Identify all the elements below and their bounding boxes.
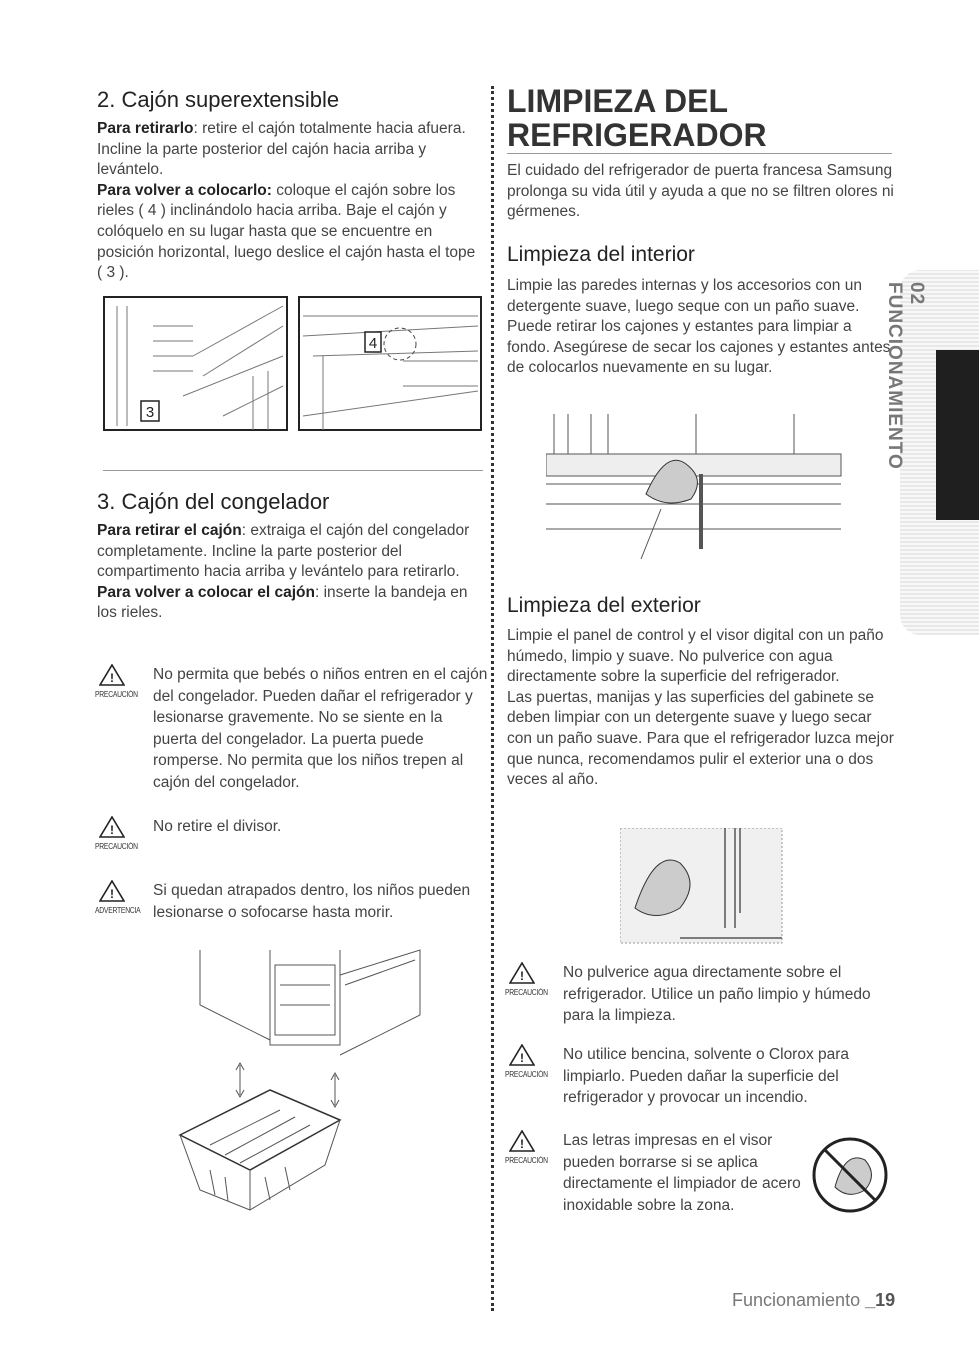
- caution-label: PRECAUCIÓN: [505, 988, 548, 997]
- intro-paragraph: El cuidado del refrigerador de puerta francesa Samsung prolonga su vida útil y ayuda a que no se filtren olores ni gérmenes.: [507, 162, 894, 221]
- warning-icon: [95, 880, 139, 922]
- caution-icon: [95, 664, 139, 706]
- exterior-cleaning-illustration: [620, 828, 785, 946]
- section-title: 2. Cajón superextensible: [97, 87, 340, 112]
- caution-label: PRECAUCIÓN: [95, 690, 138, 699]
- caution-text: No utilice bencina, solvente o Clorox para limpiarlo. Pueden dañar la superficie del refrigerador y provocar un incendio.: [563, 1046, 850, 1106]
- caution-note: [95, 664, 490, 793]
- svg-text:!: !: [110, 823, 114, 837]
- caution-label: PRECAUCIÓN: [95, 842, 138, 851]
- caution-icon: [95, 816, 139, 858]
- caution-note: [505, 962, 900, 1027]
- page-number: _19: [865, 1290, 896, 1310]
- bold-label: Para volver a colocar el cajón: [97, 583, 315, 601]
- footer: [732, 1290, 895, 1311]
- page-title-line: REFRIGERADOR: [507, 117, 767, 153]
- paragraph: [97, 521, 482, 624]
- text: Las puertas, manijas y las superficies del gabinete se deben limpiar con un detergente suave y luego secar con un paño suave. Para que el refrigerador luzca mejor que nunca, recomendamos pulir el exterior una o dos veces al año.: [507, 688, 894, 789]
- page-title: [507, 84, 767, 152]
- interior-cleaning-illustration: [546, 414, 846, 559]
- caution-text: Las letras impresas en el visor pueden borrarse si se aplica directamente el limpiador de acero inoxidable sobre la zona.: [563, 1132, 801, 1214]
- title-rule: [507, 153, 892, 154]
- warning-note: [95, 880, 490, 923]
- text: : inserte la bandeja en los rieles.: [97, 583, 468, 622]
- subsection-title: Limpieza del interior: [507, 243, 695, 266]
- page-title-line: LIMPIEZA DEL: [507, 83, 729, 119]
- bold-label: Para retirar el cajón: [97, 522, 242, 539]
- section-divider: [103, 470, 483, 471]
- text: Limpie el panel de control y el visor digital con un paño húmedo, limpio y suave. No pulverice con agua directamente sobre la superficie del refrigerador.: [507, 627, 884, 686]
- bold-label: Para volver a colocarlo:: [97, 181, 272, 199]
- footer-section: Funcionamiento: [732, 1290, 861, 1310]
- svg-text:!: !: [110, 887, 114, 901]
- subsection-title: Limpieza del exterior: [507, 594, 701, 617]
- caution-icon: [505, 1130, 549, 1172]
- side-tab-label: 02 FUNCIONAMIENTO: [884, 282, 927, 470]
- caution-text: No pulverice agua directamente sobre el refrigerador. Utilice un paño limpio y húmedo para la limpieza.: [563, 964, 871, 1024]
- warning-label: ADVERTENCIA: [95, 906, 141, 915]
- caution-icon: [505, 962, 549, 1004]
- freezer-drawer-illustration: [170, 945, 430, 1215]
- svg-text:!: !: [520, 969, 524, 983]
- section-title: 3. Cajón del congelador: [97, 489, 330, 514]
- caution-note: [505, 1130, 815, 1216]
- caution-note: [95, 816, 490, 851]
- callout-3: 3: [145, 404, 155, 421]
- paragraph: Limpie las paredes internas y los accesorios con un detergente suave, luego seque con un paño suave. Puede retirar los cajones y estantes para limpiar a fondo. Asegúrese de secar los cajones y estantes antes de colocarlos nuevamente en su lugar.: [507, 277, 891, 377]
- svg-text:!: !: [520, 1051, 524, 1065]
- caution-text: No permita que bebés o niños entren en el cajón del congelador. Pueden dañar el refrigerador y lesionarse gravemente. No se siente en la puerta del congelador. La puerta puede romperse. No permita que los niños trepen al cajón del congelador.: [153, 666, 488, 791]
- text: coloque el cajón sobre los rieles ( 4 ) inclinándolo hacia arriba. Baje el cajón y colóquelo en su lugar hasta que se encuentre en posición horizontal, luego deslice el cajón hasta el tope ( 3 ).: [97, 181, 476, 282]
- text: : extraiga el cajón del congelador completamente. Incline la parte posterior del compartimento hacia arriba y levántelo para retirarlo.: [97, 522, 470, 581]
- drawer-rail-illustration: [103, 296, 483, 432]
- text: : retire el cajón totalmente hacia afuera. Incline la parte posterior del cajón hacia arriba y levántelo.: [97, 120, 466, 179]
- prohibited-icon: [810, 1135, 890, 1215]
- column-divider: [491, 86, 494, 1311]
- svg-text:!: !: [110, 671, 114, 685]
- warning-text: Si quedan atrapados dentro, los niños pueden lesionarse o sofocarse hasta morir.: [153, 882, 471, 921]
- paragraph: [507, 626, 897, 791]
- caution-label: PRECAUCIÓN: [505, 1156, 548, 1165]
- side-tab-marker: [936, 350, 979, 520]
- caution-note: [505, 1044, 900, 1109]
- caution-icon: [505, 1044, 549, 1086]
- callout-4: 4: [368, 335, 378, 352]
- bold-label: Para retirarlo: [97, 120, 194, 137]
- caution-label: PRECAUCIÓN: [505, 1070, 548, 1079]
- svg-text:!: !: [520, 1137, 524, 1151]
- caution-text: No retire el divisor.: [153, 818, 282, 835]
- paragraph: [97, 119, 482, 284]
